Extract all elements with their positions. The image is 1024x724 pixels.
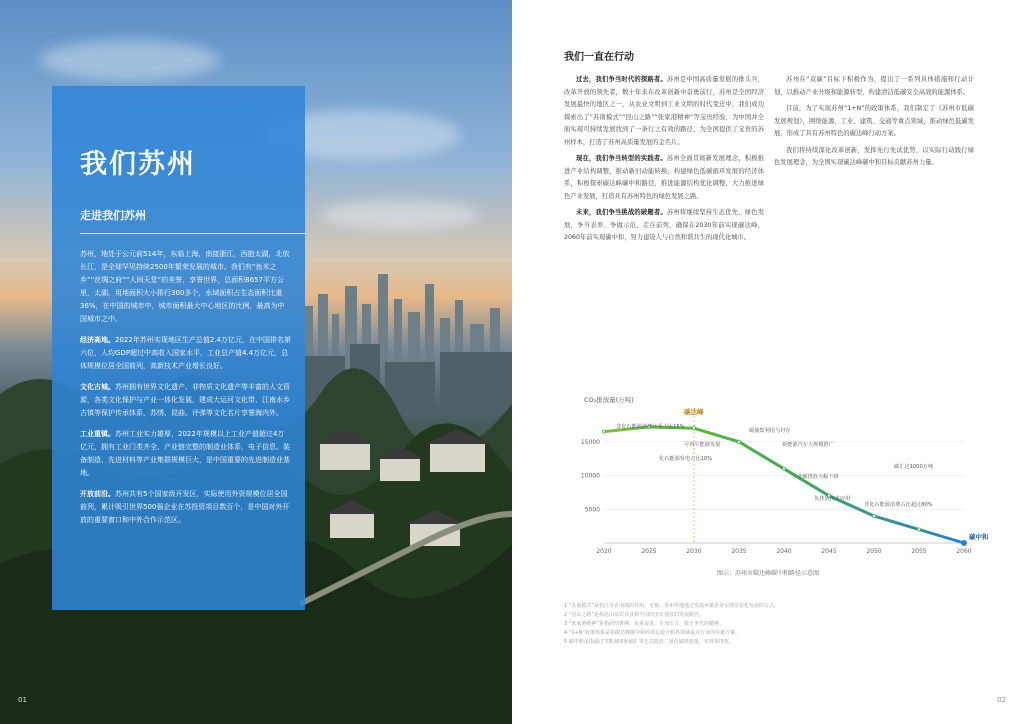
text-column-2	[774, 74, 974, 174]
paragraph	[774, 74, 974, 99]
paragraph-lead: 现在，我们争当转型的实践者。	[576, 155, 667, 162]
divider	[80, 233, 305, 234]
paragraph-text: 2022年苏州实现地区生产总值2.4万亿元，在中国排名第六位，人均GDP超过中高收入国家水平，工业总产值4.4万亿元，总体规模位居全国前列，高新技术产业增长良好。	[80, 336, 291, 370]
paragraph-text: 目前，为了实现苏州“1+N”的政策体系，我们制定了《苏州市低碳发展规划》，围绕能源、工业、建筑、交通等重点领域，推动绿色低碳发展，形成了具有苏州特色的碳达峰行动方案。	[774, 105, 974, 137]
footnote: 1 “苏南模式”是指江苏省南部的苏州、无锡、常州等地通过发展乡镇企业实现非农化发展的方式。	[564, 603, 779, 609]
chart-annotation: 碳捕集利用与封存	[749, 428, 791, 434]
paragraph-lead: 开放前沿。	[80, 490, 115, 498]
x-tick-label: 2025	[641, 548, 657, 555]
chart-svg	[564, 388, 989, 563]
paragraph	[564, 74, 764, 149]
paragraph	[80, 334, 291, 373]
x-tick-label: 2020	[596, 548, 612, 555]
paragraph	[80, 248, 291, 326]
neutral-point	[961, 540, 967, 546]
data-point	[737, 440, 740, 443]
paragraph-text: 苏州，地处于公元前514年，东临上海，南接浙江，西抱太湖，北依长江，是全球罕见持续2500年繁荣发展的城市。我们有“鱼米之乡”“丝绸之府”“人间天堂”的美誉，享誉世界，总面积8657平方公里，太湖，用地面积大小排行300多个，水域面积占生态面积比重36%，在中国的城市中，城市面积最大中心地区的比例，最高为中国城市之中。	[80, 250, 290, 323]
paragraph-lead: 工业重镇。	[80, 430, 115, 438]
neutral-label: 碳中和	[969, 533, 989, 541]
paragraph	[774, 145, 974, 170]
chart-annotation: 可再生能源发展	[684, 442, 721, 448]
data-point	[602, 430, 605, 433]
data-point	[917, 528, 920, 531]
x-tick-label: 2045	[821, 548, 837, 555]
x-tick-label: 2035	[731, 548, 747, 555]
paragraph	[564, 207, 764, 245]
x-tick-label: 2055	[911, 548, 927, 555]
paragraph-text: 我们将持续深化改革创新，发挥先行先试优势，以实际行动践行绿色发展理念，为全国实现碳达峰碳中和目标贡献苏州力量。	[774, 146, 974, 166]
footnote: 2 “昆山之路”是指昆山从农业县到全国经济百强县的发展路径。	[564, 612, 704, 618]
paragraph	[80, 428, 291, 480]
paragraph-lead: 经济高地。	[80, 336, 115, 344]
data-point	[782, 467, 785, 470]
paragraph-text: 苏州全面贯彻新发展理念，积极推进产业结构调整，推动新旧动能转换，构建绿色低碳循环发展的经济体系，积极探索碳达峰碳中和路径，推进能源结构优化调整，大力推进绿色产业发展，打造具有苏州特色的绿色发展之路。	[564, 155, 765, 200]
paragraph	[564, 153, 764, 203]
paragraph-text: 苏州拥有世界文化遗产、非物质文化遗产等丰富的人文资源，各类文化保护与产业一体化发展，建成大运河文化带、江南水乡古镇等保护传承体系，苏绣、昆曲、评弹等文化名片享誉海内外。	[80, 383, 290, 417]
paragraph	[774, 103, 974, 141]
peak-label: 碳达峰	[684, 408, 704, 416]
cloud	[40, 40, 220, 80]
paragraph-text: 苏州共有5个国家级开发区，实际使用外资规模位居全国前列，累计吸引世界500强企业在苏投资项目数百个，是中国对外开放的重要窗口和中外合作示范区。	[80, 490, 290, 524]
intro-paragraphs	[80, 248, 291, 527]
footnote: 5 碳中和是指通过节能减排和碳汇等方式抵消二氧化碳排放量，实现零排放。	[564, 639, 734, 645]
footnotes	[564, 602, 974, 647]
y-tick-label: 5000	[584, 506, 600, 514]
y-tick-label: 15000	[580, 438, 600, 446]
page-number: 02	[997, 696, 1006, 704]
intro-panel	[52, 86, 305, 610]
paragraph	[80, 381, 291, 420]
x-tick-label: 2050	[866, 548, 882, 555]
paragraph-text: 苏州是中国高质量发展的排头兵，改革开放的领先者，数十年来在改革创新中奋勇前行，苏州是全国经济发展最快的地区之一，从农业文明到工业文明的时代变迁中，我们成功探索出了“苏南模式”“昆山之路”“张家港精神”等宝贵经验，为中国并全面实现可持续发展找到了一条行之有效的路径，为全国提供了宝贵的苏州样本，打造了苏州高质量发展的金名片。	[564, 76, 765, 146]
data-point	[872, 514, 875, 517]
chart-annotation: 工业碳排放大幅下降	[792, 474, 839, 480]
paragraph-lead: 文化古城。	[80, 383, 115, 391]
footnote: 3 “张家港精神”是指团结拼搏、负重奋进、自加压力、敢于争先的精神。	[564, 621, 724, 627]
paragraph-text: 苏州工业实力雄厚，2022年规模以上工业产值超过4万亿元，拥有工业门类齐全、产业链完整的制造业体系，电子信息、装备制造、先进材料等产业集群规模巨大，是中国重要的先进制造业基地。	[80, 430, 290, 477]
cloud	[320, 200, 480, 230]
section-heading: 走进我们苏州	[80, 209, 146, 222]
y-tick-label: 10000	[580, 472, 600, 480]
chart-annotation: 化石能源发电占比10%	[659, 456, 713, 462]
paragraph-lead: 未来，我们争当挑战的破题者。	[576, 209, 667, 216]
paragraph-text: 苏州在“双碳”目标下积极作为，提出了一系列具体措施和行动计划，以推动产业升级和能源转型，构建清洁低碳安全高效的能源体系。	[774, 76, 974, 96]
footnote: 4 “1+N”政策体系是指碳达峰碳中和的顶层设计和各领域重点行业的实施方案。	[564, 630, 741, 636]
y-axis-label: CO₂排放量(万吨)	[584, 396, 634, 404]
page-title: 我们苏州	[80, 149, 196, 180]
chart-annotation: 非化石能源消费占比超过80%	[864, 502, 933, 508]
x-tick-label: 2060	[956, 548, 972, 555]
paragraph-text: 苏州将继续坚持生态优先、绿色发展，争当表率、争做示范、走在前列，确保在2030年前实现碳达峰，2060年前实现碳中和，努力建设人与自然和谐共生的现代化城市。	[564, 209, 765, 241]
paragraph	[80, 488, 291, 527]
page-number: 01	[18, 696, 27, 704]
chart-annotation: 负排放技术应用	[814, 496, 851, 502]
chart-annotation: 非化石能源消费比重占比15%	[616, 424, 685, 430]
chart-annotation: 新能源汽车大规模推广	[782, 442, 834, 448]
paragraph-lead: 过去，我们争当时代的探路者。	[576, 76, 667, 83]
text-column-1	[564, 74, 764, 249]
chart-annotation: 碳汇达1000万吨	[894, 464, 934, 470]
section-heading: 我们一直在行动	[564, 52, 634, 63]
x-tick-label: 2030	[686, 548, 702, 555]
right-page	[512, 0, 1024, 724]
emission-chart	[564, 388, 989, 578]
chart-caption: 图示：苏州市碳达峰碳中和路径示意图	[716, 570, 819, 577]
x-tick-label: 2040	[776, 548, 792, 555]
